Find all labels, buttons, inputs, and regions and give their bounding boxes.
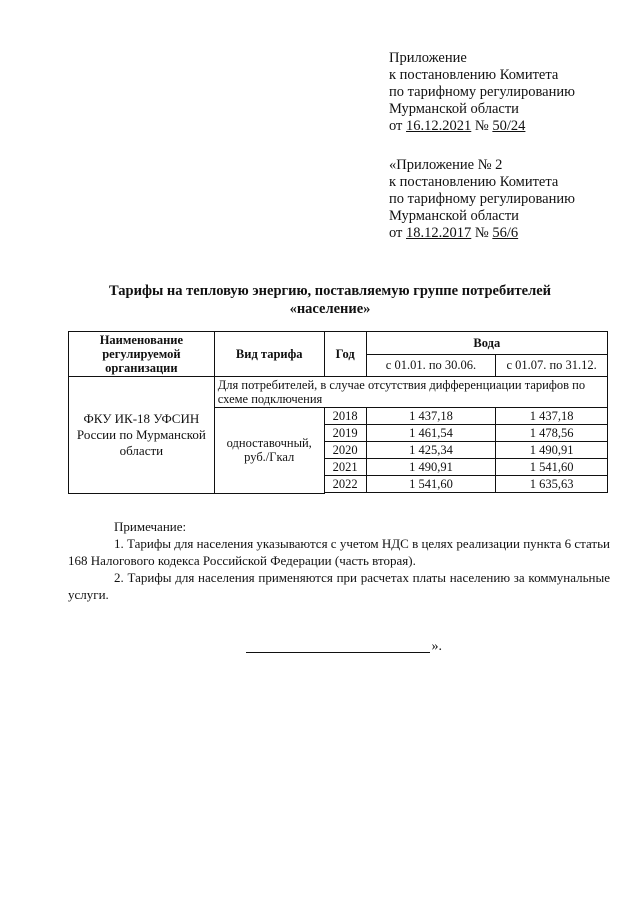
- header-line: «Приложение № 2: [389, 157, 503, 173]
- year-cell: 2022: [324, 476, 366, 493]
- tariff-cell: 1 437,18: [366, 408, 496, 425]
- header-tariff-type: Вид тарифа: [214, 332, 324, 377]
- resolution-number: 56/6: [492, 225, 519, 241]
- org-name: ФКУ ИК-18 УФСИН России по Мурманской области: [69, 377, 215, 494]
- tariff-type: одноставочный, руб./Гкал: [214, 408, 324, 494]
- consumer-note: Для потребителей, в случае отсутствия дифференциации тарифов по схеме подключения: [214, 377, 607, 408]
- title-line: «население»: [289, 301, 371, 317]
- tariff-cell: 1 490,91: [496, 442, 608, 459]
- date-prefix: от: [389, 118, 407, 134]
- resolution-date: 16.12.2021: [406, 118, 472, 134]
- appendix-header: [389, 50, 575, 135]
- header-org: Наименование регулируемой организации: [69, 332, 215, 377]
- original-appendix-header: [389, 157, 575, 242]
- resolution-number: 50/24: [492, 118, 526, 134]
- closing-underline: [246, 652, 430, 653]
- table-row: [69, 377, 608, 408]
- year-cell: 2021: [324, 459, 366, 476]
- date-prefix: от: [389, 225, 407, 241]
- header-line: по тарифному регулированию: [389, 191, 575, 207]
- note-item-2: 2. Тарифы для населения применяются при расчетах платы населению за коммунальные услуги.: [68, 570, 610, 602]
- header-period-1: с 01.01. по 30.06.: [366, 354, 496, 377]
- title-line: Тарифы на тепловую энергию, поставляемую группе потребителей: [108, 283, 552, 299]
- header-water: Вода: [366, 332, 607, 355]
- header-line: Мурманской области: [389, 208, 519, 224]
- header-line: Мурманской области: [389, 101, 519, 117]
- tariff-cell: 1 541,60: [496, 459, 608, 476]
- number-prefix: №: [471, 118, 493, 134]
- tariff-table: [68, 331, 608, 494]
- tariff-cell: 1 461,54: [366, 425, 496, 442]
- table-header-row: [69, 332, 608, 355]
- tariff-cell: 1 635,63: [496, 476, 608, 493]
- note-item-1: 1. Тарифы для населения указываются с учетом НДС в целях реализации пункта 6 статьи 168 Налогового кодекса Российской Федерации (часть вторая).: [68, 536, 610, 568]
- tariff-cell: 1 425,34: [366, 442, 496, 459]
- closing-line: [246, 639, 442, 655]
- closing-quote: ».: [431, 639, 442, 654]
- resolution-date: 18.12.2017: [406, 225, 472, 241]
- tariff-cell: 1 478,56: [496, 425, 608, 442]
- header-line: по тарифному регулированию: [389, 84, 575, 100]
- header-date-line: [389, 118, 575, 135]
- notes-section: [68, 518, 610, 603]
- tariff-cell: 1 437,18: [496, 408, 608, 425]
- table-spacer: [324, 493, 607, 494]
- tariff-cell: 1 541,60: [366, 476, 496, 493]
- notes-heading: Примечание:: [114, 519, 187, 534]
- header-period-2: с 01.07. по 31.12.: [496, 354, 608, 377]
- document-title: [60, 282, 600, 318]
- number-prefix: №: [471, 225, 493, 241]
- header-year: Год: [324, 332, 366, 377]
- tariff-cell: 1 490,91: [366, 459, 496, 476]
- header-line: к постановлению Комитета: [389, 67, 559, 83]
- header-line: Приложение: [389, 50, 467, 66]
- year-cell: 2018: [324, 408, 366, 425]
- year-cell: 2020: [324, 442, 366, 459]
- header-line: к постановлению Комитета: [389, 174, 559, 190]
- header-date-line: [389, 225, 575, 242]
- year-cell: 2019: [324, 425, 366, 442]
